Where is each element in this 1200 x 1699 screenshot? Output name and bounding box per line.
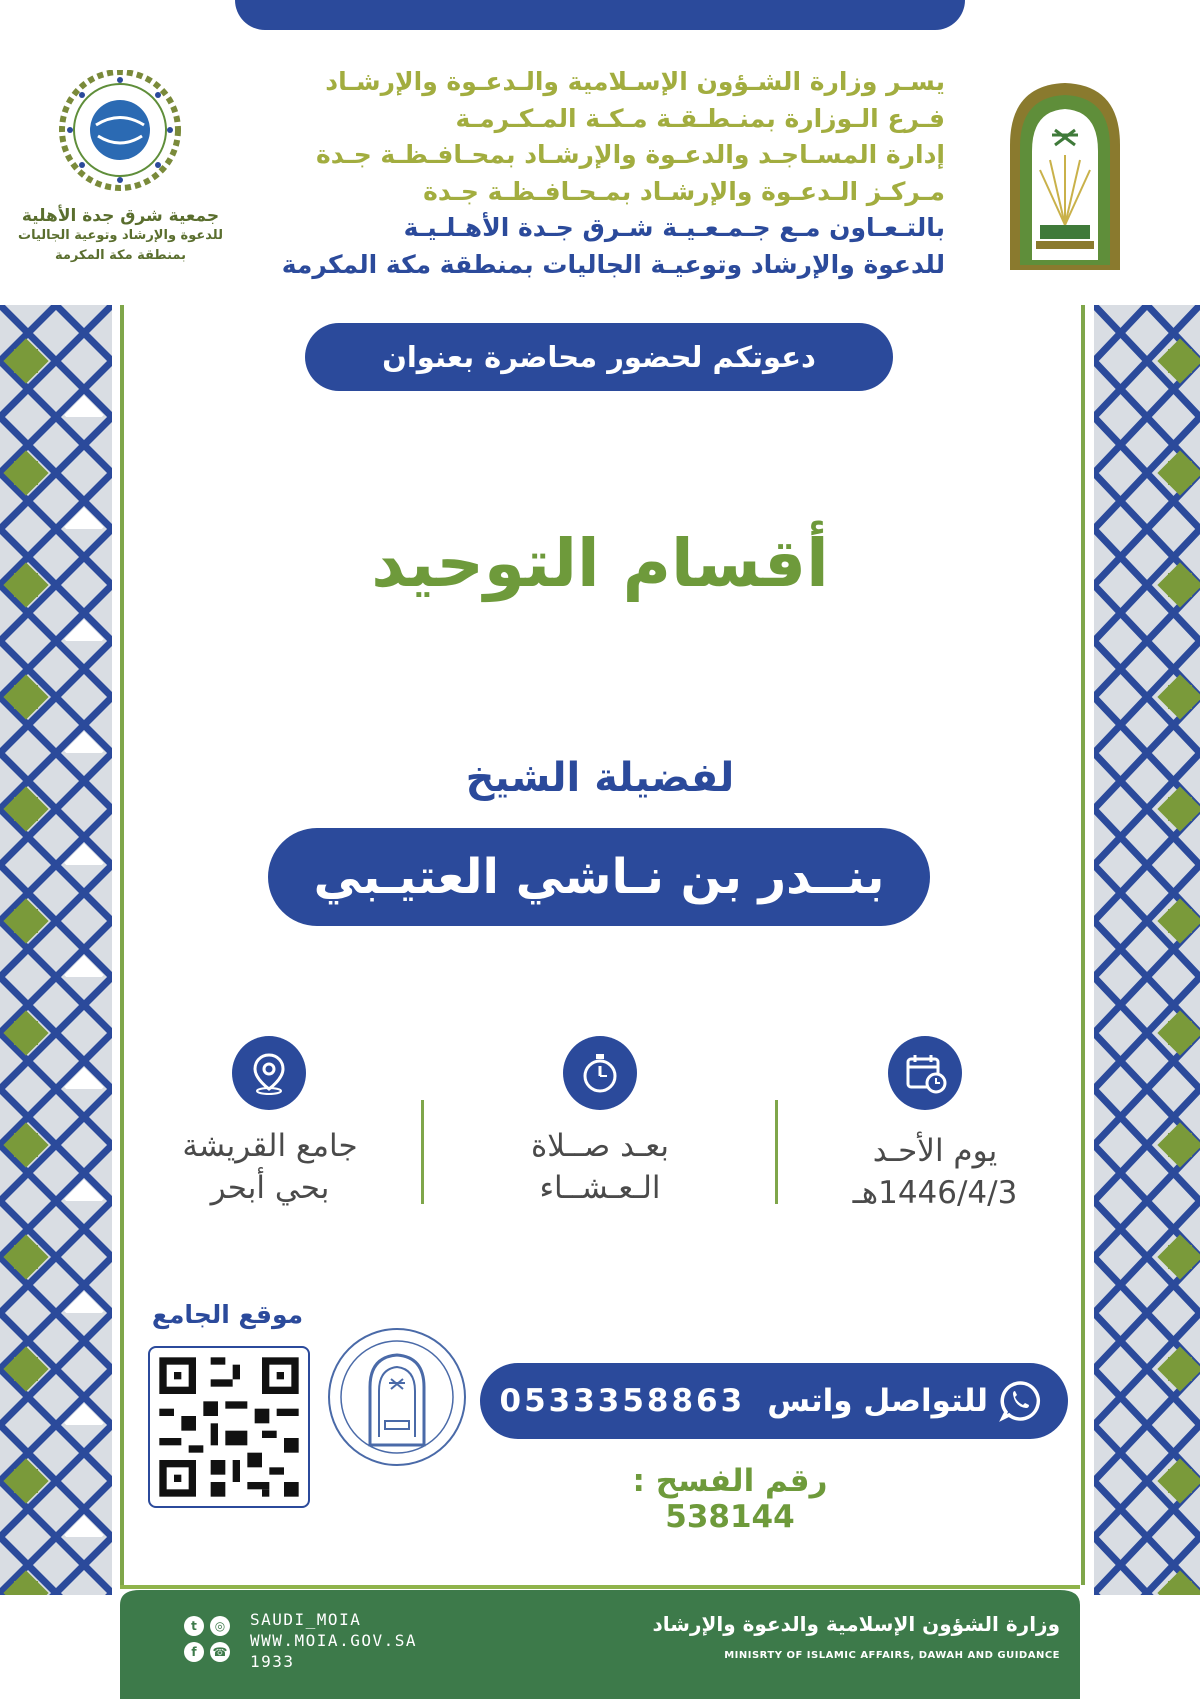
footer-phone[interactable]: 1933	[250, 1652, 295, 1671]
location-icon-wrap	[232, 1036, 306, 1110]
footer-handle[interactable]: SAUDI_MOIA	[250, 1610, 362, 1629]
facebook-icon[interactable]: f	[184, 1642, 204, 1662]
top-banner-bar	[235, 0, 965, 30]
left-divider-line	[120, 305, 124, 1585]
footer-website[interactable]: WWW.MOIA.GOV.SA	[250, 1631, 417, 1650]
location-line-2: بحي أبحر	[210, 1170, 330, 1206]
whatsapp-contact-banner[interactable]	[480, 1363, 1068, 1439]
official-stamp-icon	[325, 1325, 470, 1470]
invite-banner: دعوتكم لحضور محاضرة بعنوان	[305, 323, 893, 391]
association-logo	[18, 70, 223, 290]
separator-left	[421, 1100, 424, 1204]
date-icon-wrap	[888, 1036, 962, 1110]
association-name-line-2: للدعوة والإرشاد وتوعية الجاليات	[18, 228, 223, 243]
qr-label: موقع الجامع	[151, 1300, 304, 1329]
association-logo-icon	[18, 70, 223, 200]
location-line-1: جامع القريشة	[182, 1128, 358, 1164]
header-line-1: يسـر وزارة الشـؤون الإسـلامية والـدعـوة والإرشـاد	[325, 67, 945, 96]
whatsapp-icon[interactable]	[998, 1379, 1042, 1423]
ministry-emblem-icon	[1000, 75, 1130, 275]
qr-code-container[interactable]	[148, 1346, 310, 1508]
footer-links	[250, 1609, 417, 1672]
location-pin-icon	[232, 1036, 306, 1110]
right-divider-line	[1081, 305, 1085, 1585]
qr-code-icon[interactable]	[152, 1350, 306, 1504]
whatsapp-label: للتواصل واتس	[767, 1383, 988, 1419]
association-name-line-3: بمنطقة مكة المكرمة	[55, 248, 186, 263]
footer-band	[0, 1585, 1200, 1699]
header-line-2: فـرع الـوزارة بمنـطـقـة مـكـة المـكـرمـة	[455, 103, 945, 133]
header-text-block	[265, 64, 945, 283]
separator-right	[775, 1100, 778, 1204]
header-line-4: مـركـز الـدعـوة والإرشـاد بمـحـافـظـة جـدة	[423, 176, 945, 206]
footer-ministry-ar: وزارة الشؤون الإسلامية والدعوة والإرشاد	[652, 1612, 1060, 1636]
instagram-icon[interactable]: ◎	[210, 1616, 230, 1636]
header-line-5: بالتـعـاون مـع جـمـعـيـة شـرق جـدة الأهـلـيـة	[403, 213, 945, 242]
footer-ministry-en: MINISRTY OF ISLAMIC AFFAIRS, DAWAH AND GUIDANCE	[724, 1650, 1060, 1661]
date-day: يوم الأحـد	[872, 1133, 998, 1169]
association-name-line-1: جمعية شرق جدة الأهلية	[21, 206, 220, 226]
twitter-icon[interactable]: t	[184, 1616, 204, 1636]
date-value: 1446/4/3هـ	[852, 1175, 1018, 1211]
date-text	[835, 1130, 1035, 1214]
lecture-title: أقسام التوحيد	[371, 525, 829, 602]
sheikh-name-banner: بنــدر بن نـاشي العتيـبي	[268, 828, 930, 926]
whatsapp-number[interactable]: 0533358863	[499, 1383, 746, 1419]
time-line-2: الـعـشــاء	[539, 1170, 661, 1206]
calendar-clock-icon	[888, 1036, 962, 1110]
time-text	[480, 1125, 720, 1209]
sheikh-label: لفضيلة الشيخ	[465, 755, 735, 801]
stopwatch-icon	[563, 1036, 637, 1110]
footer-social-icons	[184, 1616, 230, 1662]
time-line-1: بعـد صــلاة	[530, 1128, 670, 1164]
right-geometric-border	[1094, 305, 1200, 1595]
location-text	[150, 1125, 390, 1209]
header-line-6: للدعوة والإرشاد وتوعيـة الجاليات بمنطقة مكة المكرمة	[281, 249, 945, 279]
permit-number: رقم الفسح : 538144	[632, 1463, 828, 1535]
time-icon-wrap	[563, 1036, 637, 1110]
phone-icon[interactable]: ☎	[210, 1642, 230, 1662]
header-line-3: إدارة المسـاجـد والدعـوة والإرشـاد بمحـافـظـة جـدة	[315, 140, 945, 169]
left-geometric-border	[0, 305, 112, 1595]
association-logo-text	[18, 206, 223, 266]
